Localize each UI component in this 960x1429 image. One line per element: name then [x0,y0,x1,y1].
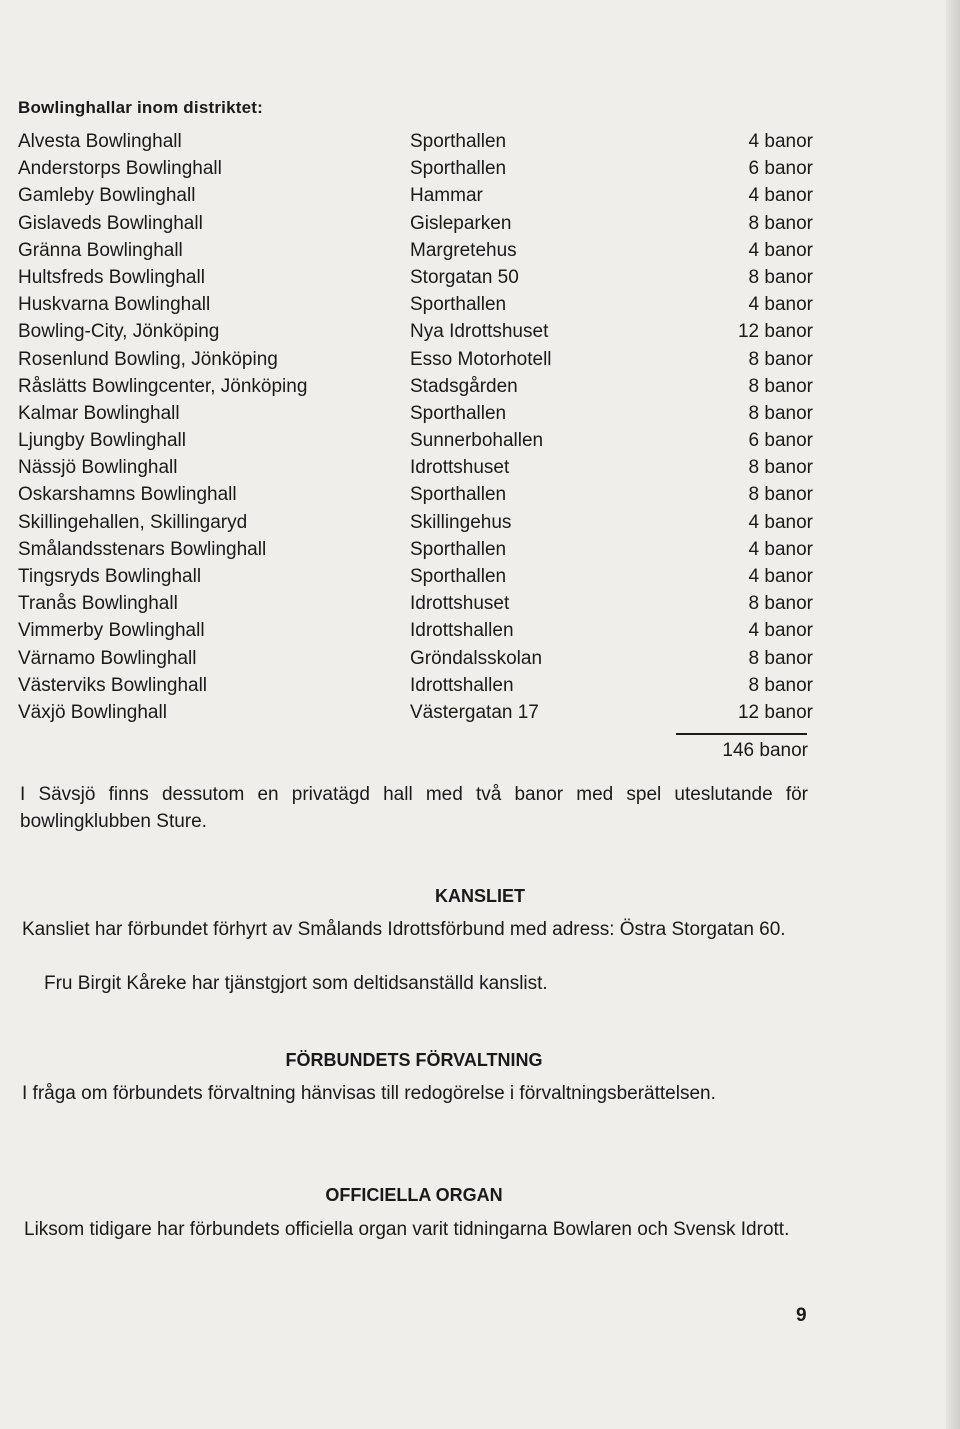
hall-lanes: 8 banor [748,266,813,288]
hall-venue: Idrottshuset [410,593,510,615]
bowling-hall-list [18,128,813,726]
hall-row [18,373,813,400]
hall-name: Växjö Bowlinghall [18,701,167,723]
hall-row [18,128,813,155]
page-number: 9 [796,1305,807,1326]
hall-row [18,210,813,237]
hall-lanes: 8 banor [748,593,813,615]
hall-row [18,509,813,536]
hall-name: Oskarshamns Bowlinghall [18,484,237,506]
officiella-text: Liksom tidigare har förbundets officiella organ varit tidningarna Bowlaren och Svensk Idrott. [24,1219,790,1240]
hall-venue: Idrottshuset [410,457,510,479]
hall-name: Vimmerby Bowlinghall [18,620,205,642]
hall-venue: Sunnerbohallen [410,430,544,452]
hall-row [18,237,813,264]
hall-lanes: 6 banor [748,430,813,452]
kansliet-text-1: Kansliet har förbundet förhyrt av Smålands Idrottsförbund med adress: Östra Storgatan 60. [22,919,786,940]
hall-venue: Nya Idrottshuset [410,321,549,343]
hall-lanes: 8 banor [748,674,813,696]
hall-row [18,481,813,508]
hall-venue: Gröndalsskolan [410,647,543,669]
hall-venue: Esso Motorhotell [410,348,552,370]
total-underline [676,733,807,735]
hall-venue: Margretehus [410,239,517,261]
hall-venue: Storgatan 50 [410,266,519,288]
hall-venue: Hammar [410,185,483,207]
hall-lanes: 8 banor [748,402,813,424]
hall-name: Råslätts Bowlingcenter, Jönköping [18,375,308,397]
hall-lanes: 4 banor [748,538,813,560]
hall-lanes: 8 banor [748,484,813,506]
hall-name: Anderstorps Bowlinghall [18,158,222,180]
hall-name: Ljungby Bowlinghall [18,430,186,452]
hall-venue: Sporthallen [410,131,507,152]
hall-row [18,155,813,182]
hall-name: Hultsfreds Bowlinghall [18,266,205,288]
hall-row [18,563,813,590]
hall-lanes: 4 banor [748,511,813,533]
hall-name: Tingsryds Bowlinghall [18,566,202,587]
hall-row [18,400,813,427]
hall-row [18,699,813,726]
lanes-total: 146 banor [722,740,808,761]
hall-name: Alvesta Bowlinghall [18,131,182,152]
hall-row [18,346,813,373]
hall-venue: Sporthallen [410,294,507,316]
hall-venue: Gisleparken [410,212,512,234]
page-edge [946,0,960,1429]
hall-row [18,291,813,318]
list-heading: Bowlinghallar inom distriktet: [18,98,263,117]
hall-name: Huskvarna Bowlinghall [18,294,211,316]
hall-venue: Sporthallen [410,402,507,424]
hall-venue: Idrottshallen [410,620,514,642]
hall-row [18,318,813,345]
savsjo-note: I Sävsjö finns dessutom en privatägd hall med två banor med spel uteslutande för bowlingklubben Sture. [20,784,808,832]
forvaltning-text: I fråga om förbundets förvaltning hänvisas till redogörelse i förvaltningsberättelsen. [22,1083,716,1104]
officiella-title: OFFICIELLA ORGAN [325,1185,503,1205]
hall-lanes: 4 banor [748,131,813,152]
hall-lanes: 12 banor [737,321,813,343]
hall-row [18,672,813,699]
hall-lanes: 8 banor [748,348,813,370]
forvaltning-title: FÖRBUNDETS FÖRVALTNING [285,1050,543,1070]
kansliet-text-2: Fru Birgit Kåreke har tjänstgjort som deltidsanställd kanslist. [44,973,548,994]
hall-row [18,182,813,209]
hall-name: Västerviks Bowlinghall [18,674,208,696]
hall-name: Rosenlund Bowling, Jönköping [18,348,278,370]
hall-name: Nässjö Bowlinghall [18,457,178,479]
hall-row [18,645,813,672]
kansliet-title: KANSLIET [435,886,525,906]
hall-name: Gislaveds Bowlinghall [18,212,203,234]
hall-lanes: 8 banor [748,457,813,479]
hall-venue: Sporthallen [410,158,507,180]
hall-venue: Sporthallen [410,566,507,587]
hall-lanes: 8 banor [748,212,813,234]
hall-name: Skillingehallen, Skillingaryd [18,511,248,533]
hall-lanes: 4 banor [748,620,813,642]
hall-lanes: 4 banor [748,294,813,316]
hall-lanes: 4 banor [748,185,813,207]
hall-row [18,536,813,563]
hall-name: Smålandsstenars Bowlinghall [18,538,267,560]
hall-lanes: 4 banor [748,566,813,587]
hall-name: Gränna Bowlinghall [18,239,183,261]
hall-venue: Skillingehus [410,511,512,533]
hall-name: Värnamo Bowlinghall [18,647,197,669]
hall-lanes: 4 banor [748,239,813,261]
hall-venue: Idrottshallen [410,674,514,696]
hall-venue: Stadsgården [410,375,518,397]
hall-lanes: 8 banor [748,647,813,669]
hall-venue: Västergatan 17 [410,701,539,723]
hall-venue: Sporthallen [410,538,507,560]
hall-row [18,427,813,454]
hall-lanes: 6 banor [748,158,813,180]
hall-lanes: 12 banor [737,701,813,723]
hall-name: Gamleby Bowlinghall [18,185,196,207]
hall-row [18,264,813,291]
hall-name: Tranås Bowlinghall [18,593,178,615]
hall-row [18,617,813,644]
hall-name: Bowling-City, Jönköping [18,321,220,343]
hall-row [18,590,813,617]
hall-venue: Sporthallen [410,484,507,506]
hall-lanes: 8 banor [748,375,813,397]
hall-row [18,454,813,481]
hall-name: Kalmar Bowlinghall [18,402,180,424]
